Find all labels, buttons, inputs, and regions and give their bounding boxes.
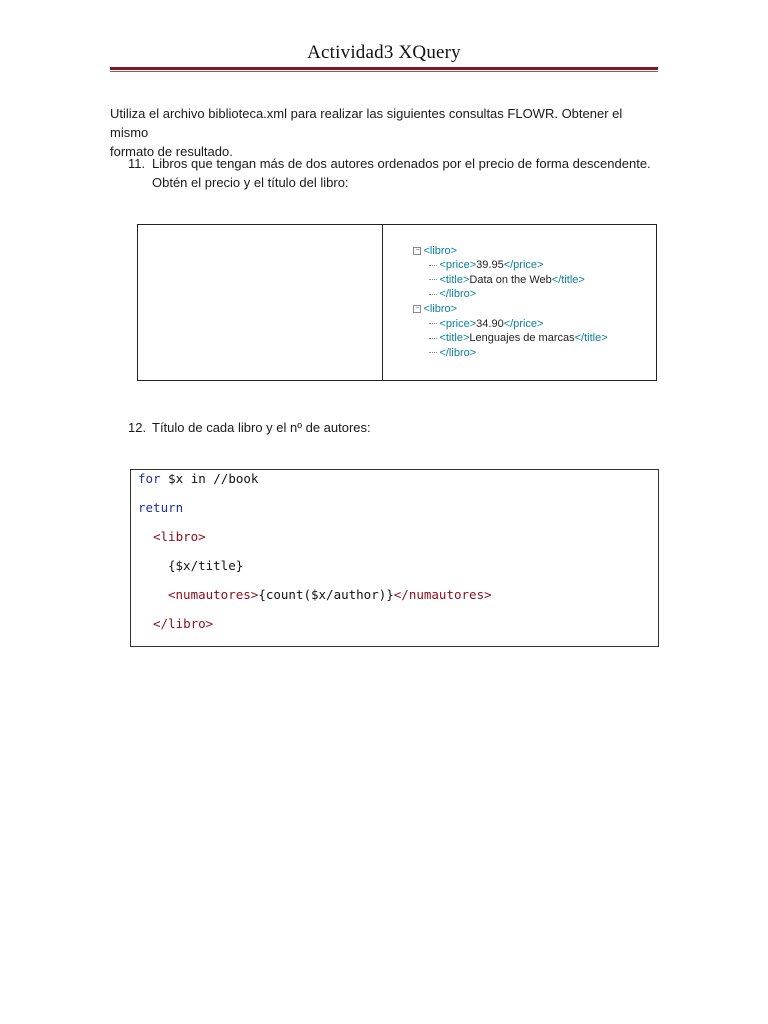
code-text: in [190, 471, 206, 486]
question-number: 12. [128, 420, 147, 435]
tree-connector [429, 352, 437, 353]
question-12 [128, 418, 668, 437]
question-text-line-2: Obtén el precio y el título del libro: [152, 175, 349, 190]
intro-line-2: formato de resultado. [110, 144, 233, 159]
tree-node-libro [389, 287, 608, 315]
code-line-6 [153, 616, 213, 631]
intro-line-1: Utiliza el archivo biblioteca.xml para realizar las siguientes consultas FLOWR. Obtener el mismo [110, 106, 623, 140]
question-text-line-1: Título de cada libro y el nº de autores: [152, 420, 371, 435]
xml-tag: </title> [574, 332, 608, 345]
intro-paragraph [110, 104, 660, 161]
title-rule [110, 67, 658, 70]
code-xml-tag: </numautores> [393, 587, 492, 602]
collapse-minus-icon[interactable]: − [415, 305, 420, 313]
xml-tag: <price> [439, 317, 477, 330]
code-xml-tag: <numautores> [168, 587, 259, 602]
code-line-4 [168, 558, 243, 573]
result-cell [383, 225, 656, 380]
code-text: //book [205, 471, 259, 486]
xml-value: 34.90 [476, 317, 504, 330]
question-number: 11. [128, 156, 146, 171]
xml-tag: </libro> [439, 288, 477, 301]
xml-tag: <libro> [423, 244, 458, 257]
xml-tag: </title> [551, 273, 585, 286]
answer-cell [138, 225, 383, 380]
code-line-1 [138, 471, 258, 486]
code-xml-tag: </libro> [153, 616, 214, 631]
tree-node-price [389, 302, 608, 330]
collapse-minus-icon[interactable]: − [415, 246, 420, 254]
tree-node-title [389, 317, 608, 345]
page-title: Actividad3 XQuery [307, 42, 461, 63]
tree-node-libro [389, 229, 608, 257]
question-11-table [137, 224, 657, 381]
code-text: {count($x/author)} [258, 587, 394, 602]
title-rule-thin [110, 71, 658, 72]
xml-value: Lenguajes de marcas [469, 332, 575, 345]
xquery-code-block [130, 469, 659, 647]
tree-node-libro-close [389, 331, 608, 359]
tree-node-title [389, 258, 608, 286]
tree-node-libro-close [389, 273, 608, 301]
xml-tag: </libro> [439, 346, 477, 359]
question-11 [128, 154, 668, 192]
xml-result-tree [389, 229, 608, 359]
code-xml-tag: <libro> [153, 529, 206, 544]
question-text-line-1: Libros que tengan más de dos autores ordenados por el precio de forma descendente. [152, 156, 651, 171]
tree-node-price [389, 244, 608, 272]
xml-tag: <libro> [423, 302, 458, 315]
code-line-2 [138, 500, 183, 515]
xml-tag: </price> [503, 317, 544, 330]
code-keyword: return [138, 500, 184, 515]
code-keyword: for [138, 471, 161, 486]
code-line-3 [153, 529, 206, 544]
xml-tag: <title> [439, 273, 470, 286]
code-line-5 [168, 587, 492, 602]
xml-tag: <price> [439, 259, 477, 272]
xml-tag: <title> [439, 332, 470, 345]
xml-value: 39.95 [476, 259, 504, 272]
xml-value: Data on the Web [469, 273, 552, 286]
code-text: {$x/title} [168, 558, 244, 573]
code-text: $x [160, 471, 191, 486]
xml-tag: </price> [503, 259, 544, 272]
